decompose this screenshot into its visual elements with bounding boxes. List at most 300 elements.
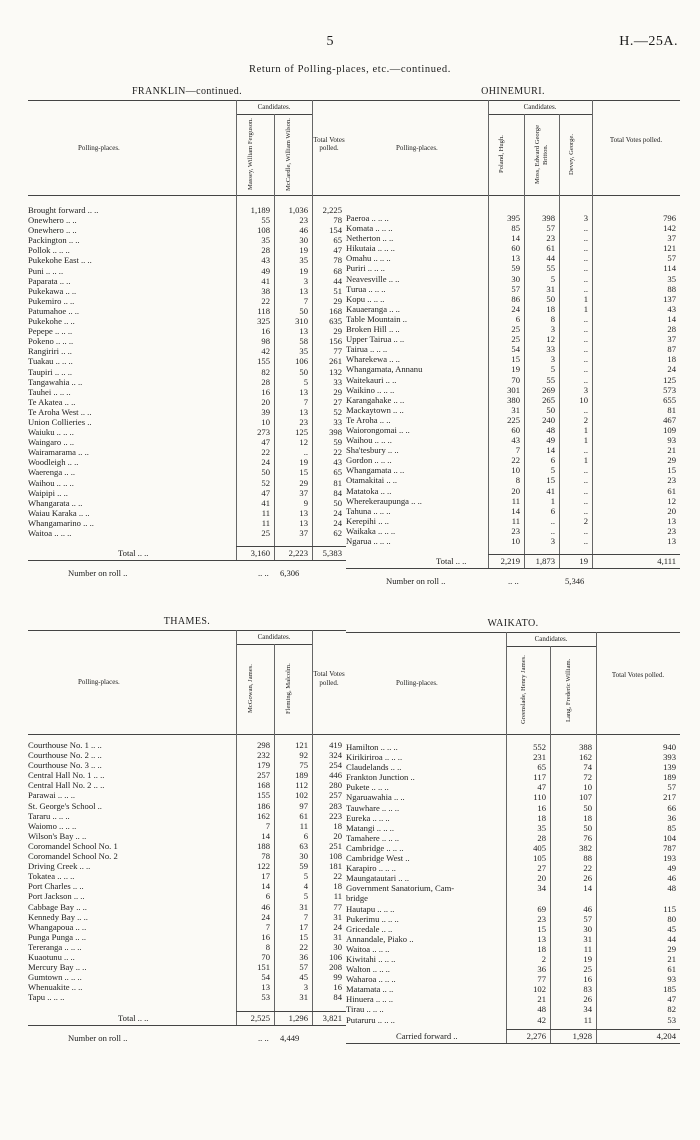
candidate-votes: 16 (583, 974, 592, 985)
candidate-votes: 112 (295, 780, 308, 791)
polling-place-name: Waitekauri .. .. (346, 374, 397, 385)
candidate-votes: 30 (511, 273, 520, 284)
ohinemuri-total-rule (488, 554, 680, 555)
candidate-votes: .. (550, 515, 555, 526)
candidate-votes: 310 (295, 316, 308, 327)
polling-place-name: Tangawahia .. .. (28, 376, 83, 387)
ohinemuri-total-row (346, 556, 680, 567)
roll-value: 6,306 (280, 568, 300, 579)
roll-value: 5,346 (565, 576, 585, 587)
candidate-votes: 42 (537, 1014, 546, 1025)
total-candidate-votes: 1,296 (288, 1012, 308, 1023)
candidate-votes: .. (583, 313, 588, 324)
candidate-votes: 395 (507, 213, 520, 223)
total-votes: 36 (667, 812, 676, 823)
polling-place-name: Tararu .. .. .. (28, 810, 70, 821)
candidate-votes: .. (303, 447, 308, 458)
candidate-votes: .. (583, 445, 588, 456)
candidate-votes: 13 (299, 517, 308, 528)
table-row (28, 467, 346, 477)
ohinemuri-header-top-rule (346, 100, 680, 101)
ohinemuri-number-on-roll (346, 576, 680, 588)
candidate-votes: 168 (257, 780, 270, 791)
polling-place-name: Upper Tairua .. .. (346, 334, 405, 345)
table-row (346, 883, 680, 893)
candidate-votes: 65 (537, 762, 546, 773)
polling-place-name: Parawai .. .. .. (28, 790, 76, 801)
table-row (28, 367, 346, 377)
candidate-votes: 388 (579, 742, 592, 752)
total-votes: 280 (329, 780, 342, 791)
total-votes: 24 (333, 507, 342, 518)
candidate-votes: 44 (546, 253, 555, 264)
candidate-votes: 151 (257, 962, 270, 973)
thames-section (28, 612, 346, 1132)
table-row (28, 760, 346, 770)
polling-place-name: Wilson's Bay .. .. (28, 830, 87, 841)
candidate-votes: 19 (299, 265, 308, 276)
polling-place-name: Te Aroha West .. .. (28, 406, 92, 417)
total-votes: 324 (329, 750, 342, 761)
total-votes: 93 (667, 435, 676, 446)
candidate-votes: 25 (261, 528, 270, 538)
candidate-votes: 6 (303, 830, 308, 841)
thames-candidate-header: McGowan, James. (247, 664, 254, 714)
franklin-candidates-label: Candidates. (257, 103, 291, 111)
polling-place-name: Union Collieries .. (28, 416, 92, 427)
table-row (28, 952, 346, 962)
candidate-votes: 1 (583, 303, 588, 314)
candidate-votes: 98 (261, 336, 270, 347)
polling-place-name: Gordon .. .. .. (346, 455, 392, 466)
candidate-votes: 13 (299, 285, 308, 296)
candidate-votes: 78 (261, 851, 270, 862)
table-row (346, 944, 680, 954)
polling-place-name: Taupiri .. .. .. (28, 366, 73, 377)
table-row (28, 518, 346, 528)
total-votes: 181 (329, 861, 342, 872)
candidate-votes: 31 (511, 404, 520, 415)
table-row (346, 364, 680, 374)
table-row (346, 803, 680, 813)
total-votes: 2,225 (322, 205, 342, 215)
candidate-votes: 11 (261, 507, 270, 518)
candidate-votes: 18 (546, 303, 555, 314)
total-votes: 84 (333, 487, 342, 498)
polling-place-name: Kauaeranga .. .. (346, 303, 400, 314)
candidate-votes: 20 (511, 485, 520, 496)
table-row (28, 881, 346, 891)
thames-header-bottom-rule (28, 734, 346, 735)
candidate-votes: 225 (507, 414, 520, 425)
waikato-candidate-header: Greenslade, Henry James. (520, 655, 527, 725)
candidate-votes: 3 (550, 354, 555, 365)
total-votes: 18 (333, 881, 342, 892)
total-votes-sum: 3,821 (322, 1012, 342, 1023)
candidate-votes: 41 (546, 485, 555, 496)
total-votes: 189 (663, 772, 676, 783)
table-row (346, 914, 680, 924)
polling-place-name: Waikaka .. .. .. (346, 525, 396, 536)
total-votes: 104 (663, 832, 676, 843)
polling-place-name: Cambridge West .. (346, 853, 410, 864)
candidate-votes: 97 (299, 800, 308, 811)
roll-dots: .. .. (258, 568, 269, 579)
candidate-votes: 10 (511, 536, 520, 546)
candidate-votes: 2 (583, 414, 588, 425)
candidate-votes: 16 (537, 802, 546, 813)
polling-place-name: Cambridge .. .. .. (346, 842, 404, 853)
candidate-votes: 69 (537, 903, 546, 914)
candidate-votes: 19 (299, 245, 308, 256)
candidate-votes: .. (583, 475, 588, 486)
candidate-votes: 15 (546, 475, 555, 486)
total-votes: 125 (663, 374, 676, 385)
polling-place-name: Waharoa .. .. .. (346, 974, 396, 985)
candidate-votes: 45 (299, 972, 308, 983)
candidate-votes: 30 (583, 923, 592, 934)
total-votes: 137 (663, 293, 676, 304)
candidate-votes: 34 (537, 883, 546, 894)
polling-place-name: Whangamata, Annanu (346, 364, 423, 375)
candidate-votes: 15 (299, 931, 308, 942)
polling-place-name: Kiwitahi .. .. .. (346, 953, 396, 964)
candidate-votes: .. (583, 525, 588, 536)
franklin-header-top-rule (28, 100, 346, 101)
total-label: Total .. .. (118, 548, 149, 559)
polling-place-name: Waingaro .. .. (28, 437, 75, 448)
candidate-votes: 20 (261, 396, 270, 407)
candidate-votes: 27 (537, 863, 546, 874)
candidate-votes: 13 (511, 253, 520, 264)
candidate-votes: 23 (546, 233, 555, 244)
candidate-votes: 35 (537, 822, 546, 833)
total-votes-sum: 5,383 (322, 548, 342, 559)
total-votes: 446 (329, 770, 342, 781)
total-votes: 11 (333, 891, 342, 902)
candidate-votes: 382 (579, 842, 592, 853)
total-votes: 81 (667, 404, 676, 415)
polling-place-name: Netherton .. .. (346, 233, 394, 244)
table-row (346, 823, 680, 833)
table-row (346, 455, 680, 465)
polling-place-name: Tamahere .. .. .. (346, 832, 400, 843)
candidate-votes: .. (583, 253, 588, 264)
candidate-votes: 162 (257, 810, 270, 821)
candidate-votes: 3 (550, 324, 555, 335)
total-votes: 43 (333, 457, 342, 468)
total-candidate-votes: 2,276 (526, 1030, 546, 1041)
candidate-votes: 31 (546, 283, 555, 294)
polling-place-name: Rangiriri .. .. (28, 346, 72, 357)
candidate-votes: 105 (533, 853, 546, 864)
total-votes: 398 (329, 427, 342, 438)
table-row (346, 385, 680, 395)
table-row (28, 811, 346, 821)
total-votes: 15 (667, 465, 676, 476)
candidate-votes: 189 (295, 770, 308, 781)
candidate-votes: .. (583, 263, 588, 274)
candidate-votes: 23 (299, 416, 308, 427)
table-row (28, 255, 346, 265)
polling-place-name: Tokatea .. .. .. (28, 871, 75, 882)
total-votes: 46 (667, 873, 676, 884)
table-row (346, 792, 680, 802)
polling-place-name: Hikutaia .. .. .. (346, 243, 395, 254)
polling-place-name: Pukekohe East .. .. (28, 255, 92, 266)
candidate-votes: 88 (583, 853, 592, 864)
total-votes-sum: 4,204 (656, 1030, 676, 1041)
candidate-votes: 70 (511, 374, 520, 385)
table-row (28, 245, 346, 255)
candidate-votes: 47 (537, 782, 546, 793)
candidate-votes: 25 (583, 964, 592, 975)
total-votes: 217 (663, 792, 676, 803)
table-row (28, 528, 346, 538)
table-row (346, 274, 680, 284)
polling-place-name: Hinuera .. .. .. (346, 994, 394, 1005)
candidate-votes: 9 (303, 497, 308, 508)
table-row (346, 863, 680, 873)
table-row (28, 377, 346, 387)
candidate-votes: 155 (257, 790, 270, 801)
table-row (28, 336, 346, 346)
candidate-votes: .. (583, 505, 588, 516)
candidate-votes: 74 (583, 762, 592, 773)
total-votes: 52 (333, 406, 342, 417)
table-row (346, 253, 680, 263)
table-row (28, 851, 346, 861)
table-row (346, 873, 680, 883)
candidate-votes: 5 (550, 273, 555, 284)
polling-place-name: Eureka .. .. .. (346, 812, 390, 823)
polling-place-name: Tuakau .. .. .. (28, 356, 73, 367)
candidate-votes: 43 (511, 435, 520, 446)
candidate-votes: 10 (583, 782, 592, 793)
total-votes: 193 (663, 853, 676, 864)
polling-place-name: Broken Hill .. .. (346, 324, 400, 335)
table-row (28, 821, 346, 831)
candidate-votes: 50 (261, 467, 270, 478)
total-votes: 29 (333, 326, 342, 337)
candidate-votes: 552 (533, 742, 546, 752)
table-row (28, 790, 346, 800)
candidate-votes: 240 (542, 414, 555, 425)
candidate-votes: .. (583, 485, 588, 496)
candidate-votes: .. (583, 273, 588, 284)
candidate-votes: .. (583, 324, 588, 335)
polling-place-name: St. George's School .. (28, 800, 102, 811)
franklin-candidate-header: Massey, William Ferguson. (247, 118, 254, 191)
total-votes: 61 (667, 964, 676, 975)
candidate-votes: 301 (507, 384, 520, 395)
total-votes: 44 (333, 275, 342, 286)
candidate-votes: .. (583, 223, 588, 234)
candidate-votes: 50 (583, 802, 592, 813)
table-row (28, 427, 346, 437)
candidate-votes: 17 (299, 921, 308, 932)
candidate-votes: 1,036 (288, 205, 308, 215)
candidate-votes: 3 (303, 275, 308, 286)
table-row (28, 922, 346, 932)
total-votes: 59 (333, 437, 342, 448)
total-votes: 81 (333, 477, 342, 488)
polling-place-name: Putaruru .. .. .. (346, 1014, 395, 1025)
table-row (346, 223, 680, 233)
candidate-votes: 232 (257, 750, 270, 761)
polling-place-name: Waihou .. .. .. (28, 477, 74, 488)
candidate-votes: 5 (550, 364, 555, 375)
table-row (28, 437, 346, 447)
candidate-votes: 24 (261, 911, 270, 922)
total-votes: 635 (329, 316, 342, 327)
polling-place-name: Cabbage Bay .. .. (28, 901, 87, 912)
polling-place-name: Karangahake .. .. (346, 394, 405, 405)
candidate-votes: 33 (546, 344, 555, 355)
waikato-section (346, 612, 680, 1132)
candidate-votes: 269 (542, 384, 555, 395)
total-votes: 22 (333, 447, 342, 458)
candidate-votes: 38 (261, 285, 270, 296)
candidate-votes: 8 (550, 313, 555, 324)
candidate-votes: 16 (261, 326, 270, 337)
total-votes: 419 (329, 740, 342, 750)
table-row (346, 506, 680, 516)
candidate-votes: 5 (303, 376, 308, 387)
total-votes: 18 (667, 354, 676, 365)
candidate-votes: 3 (583, 384, 588, 395)
candidate-votes: 14 (261, 830, 270, 841)
candidate-votes: 30 (299, 235, 308, 246)
candidate-votes: 7 (303, 911, 308, 922)
candidate-votes: 13 (299, 326, 308, 337)
polling-place-name: Kennedy Bay .. .. (28, 911, 88, 922)
total-votes: 37 (667, 334, 676, 345)
candidate-votes: 7 (303, 295, 308, 306)
candidate-votes: 12 (299, 437, 308, 448)
candidate-votes: 14 (511, 505, 520, 516)
polling-place-name: Kopu .. .. .. (346, 293, 385, 304)
total-votes: 24 (667, 364, 676, 375)
polling-place-name: Otamakitai .. .. (346, 475, 398, 486)
waikato-candidates-rule (506, 646, 596, 647)
thames-title: THAMES. (163, 616, 211, 627)
polling-place-name: Waihou .. .. .. (346, 435, 392, 446)
waikato-header-top-rule (346, 632, 680, 633)
total-votes: 108 (329, 851, 342, 862)
candidate-votes: 11 (583, 1014, 592, 1025)
candidate-votes: 17 (261, 871, 270, 882)
candidate-votes: 11 (583, 943, 592, 954)
candidate-votes: 4 (303, 881, 308, 892)
total-votes: 27 (333, 396, 342, 407)
candidate-votes: 55 (261, 215, 270, 226)
polling-place-name: Punga Punga .. .. (28, 931, 87, 942)
candidate-votes: 298 (257, 740, 270, 750)
candidate-votes: 6 (515, 313, 520, 324)
table-row (346, 435, 680, 445)
candidate-votes: 7 (515, 445, 520, 456)
total-votes: 208 (329, 962, 342, 973)
waikato-rows (346, 742, 680, 1025)
candidate-votes: 76 (583, 832, 592, 843)
candidate-votes: 6 (265, 891, 270, 902)
table-row (346, 813, 680, 823)
table-row (346, 284, 680, 294)
candidate-votes: 60 (511, 243, 520, 254)
total-votes: 13 (667, 536, 676, 546)
ohinemuri-section (346, 82, 680, 602)
table-row (28, 356, 346, 366)
candidate-votes: 49 (261, 265, 270, 276)
candidate-votes: 85 (511, 223, 520, 234)
candidate-votes: 23 (537, 913, 546, 924)
candidate-votes: 25 (511, 324, 520, 335)
candidate-votes: 162 (579, 752, 592, 763)
table-row (346, 324, 680, 334)
polling-place-name: Tapu .. .. .. (28, 992, 65, 1003)
candidate-votes: 7 (303, 396, 308, 407)
total-votes: 50 (333, 497, 342, 508)
total-votes: 12 (667, 495, 676, 506)
table-row (346, 924, 680, 934)
franklin-section (28, 82, 346, 602)
candidate-votes: 155 (257, 356, 270, 367)
document-reference: H.—25A. (619, 34, 678, 49)
total-votes: 121 (663, 243, 676, 254)
total-votes: 62 (333, 528, 342, 538)
total-votes: 23 (667, 475, 676, 486)
candidate-votes: 14 (261, 881, 270, 892)
roll-dots: .. .. (258, 1032, 269, 1043)
candidate-votes: 265 (542, 394, 555, 405)
table-row (346, 772, 680, 782)
candidate-votes: 118 (257, 305, 270, 316)
polling-place-name: bridge (346, 893, 368, 904)
waikato-total-row (346, 1031, 680, 1042)
table-row (346, 243, 680, 253)
table-row (28, 447, 346, 457)
total-votes: 48 (667, 883, 676, 894)
total-votes: 787 (663, 842, 676, 853)
ohinemuri-bottom-rule (346, 568, 680, 569)
candidate-votes: 10 (579, 394, 588, 405)
total-votes: 65 (333, 235, 342, 246)
total-candidate-votes: 1,928 (572, 1030, 592, 1041)
table-row (28, 488, 346, 498)
table-row (346, 486, 680, 496)
polling-place-name: Kuaotunu .. .. (28, 951, 75, 962)
candidate-votes: 5 (303, 871, 308, 882)
candidate-votes: 28 (261, 376, 270, 387)
polling-place-name: Gumtown .. .. .. (28, 972, 82, 983)
candidate-votes: 72 (583, 772, 592, 783)
candidate-votes: 92 (299, 750, 308, 761)
candidate-votes: 28 (261, 245, 270, 256)
candidate-votes: 26 (583, 994, 592, 1005)
table-row (346, 934, 680, 944)
total-votes: 115 (663, 903, 676, 914)
total-votes: 796 (663, 213, 676, 223)
candidate-votes: 21 (537, 994, 546, 1005)
total-votes: 65 (333, 467, 342, 478)
polling-place-name: Sha'tesbury .. .. (346, 445, 399, 456)
candidate-votes: 22 (299, 941, 308, 952)
polling-place-name: Pukekawa .. .. (28, 285, 77, 296)
candidate-votes: 7 (265, 921, 270, 932)
table-row (28, 992, 346, 1002)
table-row (28, 326, 346, 336)
